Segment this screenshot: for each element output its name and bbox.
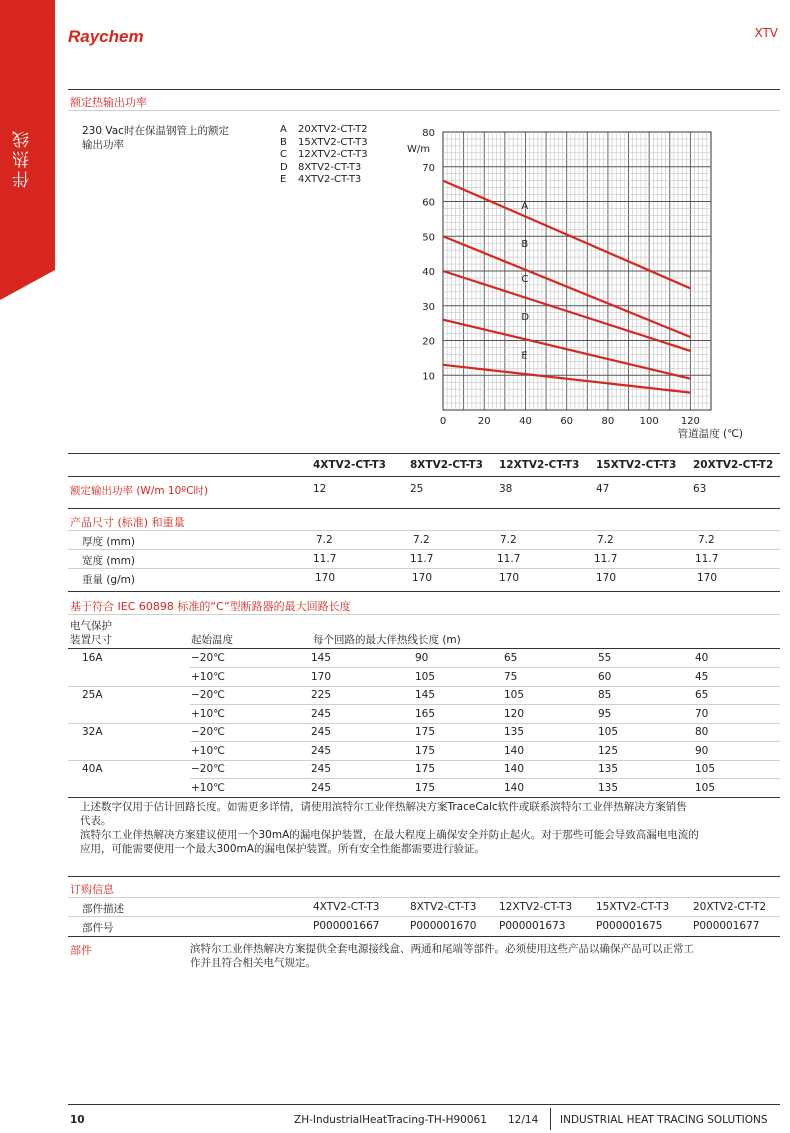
cell-value: 170 (596, 572, 617, 584)
table-rule (68, 591, 780, 592)
start-temp: +10℃ (191, 744, 225, 757)
col-header: 4XTV2-CT-T3 (313, 459, 386, 471)
length-value: 105 (695, 763, 716, 775)
rated-row (68, 480, 780, 498)
breaker-size: 32A (82, 726, 103, 738)
circuit-head1: 电气保护 (70, 620, 112, 632)
rated-value: 47 (596, 483, 610, 495)
length-value: 170 (311, 670, 332, 683)
cell-value: 15XTV2-CT-T3 (596, 901, 670, 913)
length-value: 165 (415, 707, 436, 720)
x-tick-label: 40 (519, 416, 532, 427)
legend-item: E 4XTV2-CT-T3 (280, 174, 362, 185)
footer-title: INDUSTRIAL HEAT TRACING SOLUTIONS (560, 1114, 768, 1126)
length-value: 120 (504, 707, 525, 720)
col-header: 12XTV2-CT-T3 (499, 459, 580, 471)
y-axis-label: W/m (407, 144, 430, 155)
start-temp: −20℃ (191, 763, 225, 775)
page-number: 10 (70, 1114, 85, 1126)
length-value: 225 (311, 689, 332, 701)
table-row (68, 569, 780, 587)
legend-item: B 15XTV2-CT-T3 (280, 136, 368, 148)
section-underline (68, 110, 780, 111)
footer (68, 1108, 780, 1130)
row-label: 部件号 (82, 922, 114, 934)
length-value: 105 (598, 726, 619, 738)
circuit-row (68, 686, 780, 704)
table-rule (68, 797, 780, 798)
footer-divider (550, 1108, 551, 1130)
components-text (190, 942, 780, 970)
cell-value: P000001667 (313, 920, 380, 932)
cell-value: P000001670 (410, 920, 477, 932)
length-value: 125 (598, 744, 619, 757)
length-value: 175 (415, 781, 436, 794)
components-line: 滨特尔工业伴热解决方案提供全套电源接线盒、两通和尾端等部件。必须使用这些产品以确保产品可以正常工 (190, 943, 694, 955)
y-tick-label: 80 (422, 128, 435, 139)
length-value: 45 (695, 670, 709, 683)
length-value: 135 (504, 726, 525, 738)
power-chart (400, 125, 750, 445)
legend-item: D 8XTV2-CT-T3 (280, 161, 362, 173)
y-tick-label: 70 (422, 162, 435, 174)
length-value: 105 (504, 689, 525, 701)
start-temp: +10℃ (191, 781, 225, 794)
circuit-head-start: 起始温度 (191, 634, 233, 646)
length-value: 245 (311, 707, 332, 720)
row-label: 部件描述 (82, 903, 124, 915)
cell-value: 11.7 (594, 553, 618, 565)
page-count: 12/14 (508, 1114, 539, 1126)
x-tick-label: 80 (601, 416, 615, 427)
section-rule (68, 89, 780, 90)
length-value: 105 (415, 670, 436, 683)
cell-value: 170 (499, 572, 520, 584)
table-rule (68, 508, 780, 509)
length-value: 140 (504, 781, 525, 794)
rated-value: 12 (313, 483, 327, 495)
x-tick-label: 100 (639, 416, 659, 427)
table-row (68, 531, 780, 549)
table-rule (68, 476, 780, 477)
col-header: 15XTV2-CT-T3 (596, 459, 677, 471)
length-value: 245 (311, 781, 332, 794)
circuit-row (68, 742, 780, 760)
circuit-row (68, 668, 780, 686)
order-desc-row (68, 898, 780, 916)
power-desc-line: 230 Vac时在保温钢管上的额定 (82, 125, 229, 137)
power-description (82, 124, 229, 152)
rated-value: 38 (499, 483, 513, 495)
start-temp: +10℃ (191, 707, 225, 720)
legend-item: C 12XTV2-CT-T3 (280, 149, 368, 160)
rated-value: 25 (410, 483, 424, 495)
cell-value: P000001677 (693, 920, 760, 932)
cell-value: 7.2 (597, 534, 614, 546)
cell-value: 20XTV2-CT-T2 (693, 901, 767, 913)
series-label-E: E (521, 350, 528, 362)
product-code: XTV (754, 26, 778, 40)
cell-value: 7.2 (500, 534, 517, 546)
side-tab (0, 0, 55, 300)
x-tick-label: 60 (560, 416, 574, 427)
length-value: 140 (504, 744, 525, 757)
note-line: 代表。 (80, 815, 112, 827)
components-line: 作并且符合相关电气规定。 (190, 957, 316, 969)
spec-header-row (68, 456, 780, 474)
series-label-D: D (521, 312, 530, 324)
cell-value: 7.2 (316, 534, 333, 546)
y-tick-label: 60 (422, 197, 435, 209)
power-desc-line: 输出功率 (82, 139, 124, 151)
length-value: 70 (695, 707, 709, 720)
cell-value: 8XTV2-CT-T3 (410, 901, 477, 913)
circuit-row (68, 705, 780, 723)
start-temp: +10℃ (191, 670, 225, 683)
cell-value: P000001675 (596, 920, 663, 932)
cell-value: 170 (697, 572, 718, 584)
circuit-row (68, 723, 780, 741)
cell-value: 7.2 (698, 534, 715, 546)
length-value: 135 (598, 781, 619, 794)
length-value: 65 (695, 689, 709, 701)
start-temp: −20℃ (191, 689, 225, 701)
row-label: 宽度 (mm) (82, 555, 135, 567)
circuit-row (68, 760, 780, 778)
power-chart-svg (400, 125, 750, 445)
table-rule (68, 453, 780, 454)
x-tick-label: 0 (439, 416, 447, 427)
length-value: 75 (504, 670, 518, 683)
note-paragraph (80, 800, 780, 856)
cell-value: P000001673 (499, 920, 566, 932)
length-value: 135 (598, 763, 619, 775)
circuit-head2: 装置尺寸 (70, 634, 112, 646)
row-label: 重量 (g/m) (82, 574, 135, 586)
circuit-row (68, 779, 780, 797)
cell-value: 11.7 (313, 553, 337, 565)
footer-rule (68, 1104, 780, 1105)
brand-logo: Raychem (68, 27, 144, 46)
x-axis-label: 管道温度 (℃) (677, 428, 743, 440)
cell-value: 11.7 (497, 553, 521, 565)
length-value: 175 (415, 744, 436, 757)
length-value: 95 (598, 707, 612, 720)
length-value: 40 (695, 652, 709, 664)
circuit-row (68, 649, 780, 667)
x-tick-label: 20 (477, 416, 491, 427)
table-row (68, 550, 780, 568)
legend-item: A 20XTV2-CT-T2 (280, 124, 368, 135)
length-value: 145 (415, 689, 436, 701)
section-title-components: 部件 (70, 944, 92, 957)
row-label: 厚度 (mm) (82, 536, 135, 548)
circuit-head-length: 每个回路的最大伴热线长度 (m) (313, 634, 461, 646)
length-value: 55 (598, 652, 612, 664)
section-title-circuit: 基于符合 IEC 60898 标准的“C”型断路器的最大回路长度 (70, 600, 351, 613)
length-value: 60 (598, 670, 612, 683)
col-header: 8XTV2-CT-T3 (410, 459, 483, 471)
series-label-B: B (521, 239, 529, 251)
section-rule (68, 876, 780, 877)
note-line: 上述数字仅用于估计回路长度。如需更多详情，请使用滨特尔工业伴热解决方案TraceCalc软件或联系滨特尔工业伴热解决方案销售 (80, 801, 687, 813)
note-line: 滨特尔工业伴热解决方案建议使用一个30mA的漏电保护装置，在最大程度上确保安全并防止起火。对于那些可能会导致高漏电电流的 (80, 829, 699, 841)
length-value: 80 (695, 726, 709, 738)
start-temp: −20℃ (191, 726, 225, 738)
col-header: 20XTV2-CT-T2 (693, 459, 774, 471)
table-rule (68, 936, 780, 937)
cell-value: 170 (315, 572, 336, 584)
series-label-C: C (521, 273, 529, 285)
length-value: 90 (695, 744, 709, 757)
cell-value: 11.7 (695, 553, 719, 565)
length-value: 175 (415, 763, 436, 775)
length-value: 145 (311, 652, 332, 664)
cell-value: 7.2 (413, 534, 430, 546)
length-value: 90 (415, 652, 429, 664)
cell-value: 12XTV2-CT-T3 (499, 901, 573, 913)
y-tick-label: 50 (422, 232, 435, 244)
y-tick-label: 30 (422, 301, 435, 313)
length-value: 105 (695, 781, 716, 794)
y-tick-label: 10 (422, 371, 435, 383)
side-label: 伴热线 (13, 128, 33, 188)
start-temp: −20℃ (191, 652, 225, 664)
rated-label: 额定输出功率 (W/m 10ºC时) (70, 485, 209, 497)
length-value: 245 (311, 744, 332, 757)
section-title-power: 额定热输出功率 (70, 96, 147, 109)
cell-value: 4XTV2-CT-T3 (313, 901, 380, 913)
length-value: 245 (311, 763, 332, 775)
y-tick-label: 20 (422, 336, 435, 348)
cell-value: 11.7 (410, 553, 434, 565)
section-underline (68, 614, 780, 615)
series-label-A: A (521, 200, 529, 212)
cell-value: 170 (412, 572, 433, 584)
breaker-size: 40A (82, 763, 103, 775)
breaker-size: 16A (82, 652, 103, 664)
order-pn-row (68, 917, 780, 935)
length-value: 85 (598, 689, 612, 701)
x-tick-label: 120 (680, 416, 700, 427)
rated-value: 63 (693, 483, 707, 495)
length-value: 175 (415, 726, 436, 738)
note-line: 应用，可能需要使用一个最大300mA的漏电保护装置。所有安全性能都需要进行验证。 (80, 843, 485, 855)
length-value: 140 (504, 763, 525, 775)
y-tick-label: 40 (422, 267, 435, 278)
breaker-size: 25A (82, 689, 103, 701)
doc-id: ZH-IndustrialHeatTracing-TH-H90061 (294, 1114, 487, 1126)
length-value: 245 (311, 726, 332, 738)
section-title-ordering: 订购信息 (70, 883, 114, 896)
section-title-dims: 产品尺寸 (标准) 和重量 (70, 516, 185, 529)
chart-legend (280, 124, 368, 187)
length-value: 65 (504, 652, 518, 664)
